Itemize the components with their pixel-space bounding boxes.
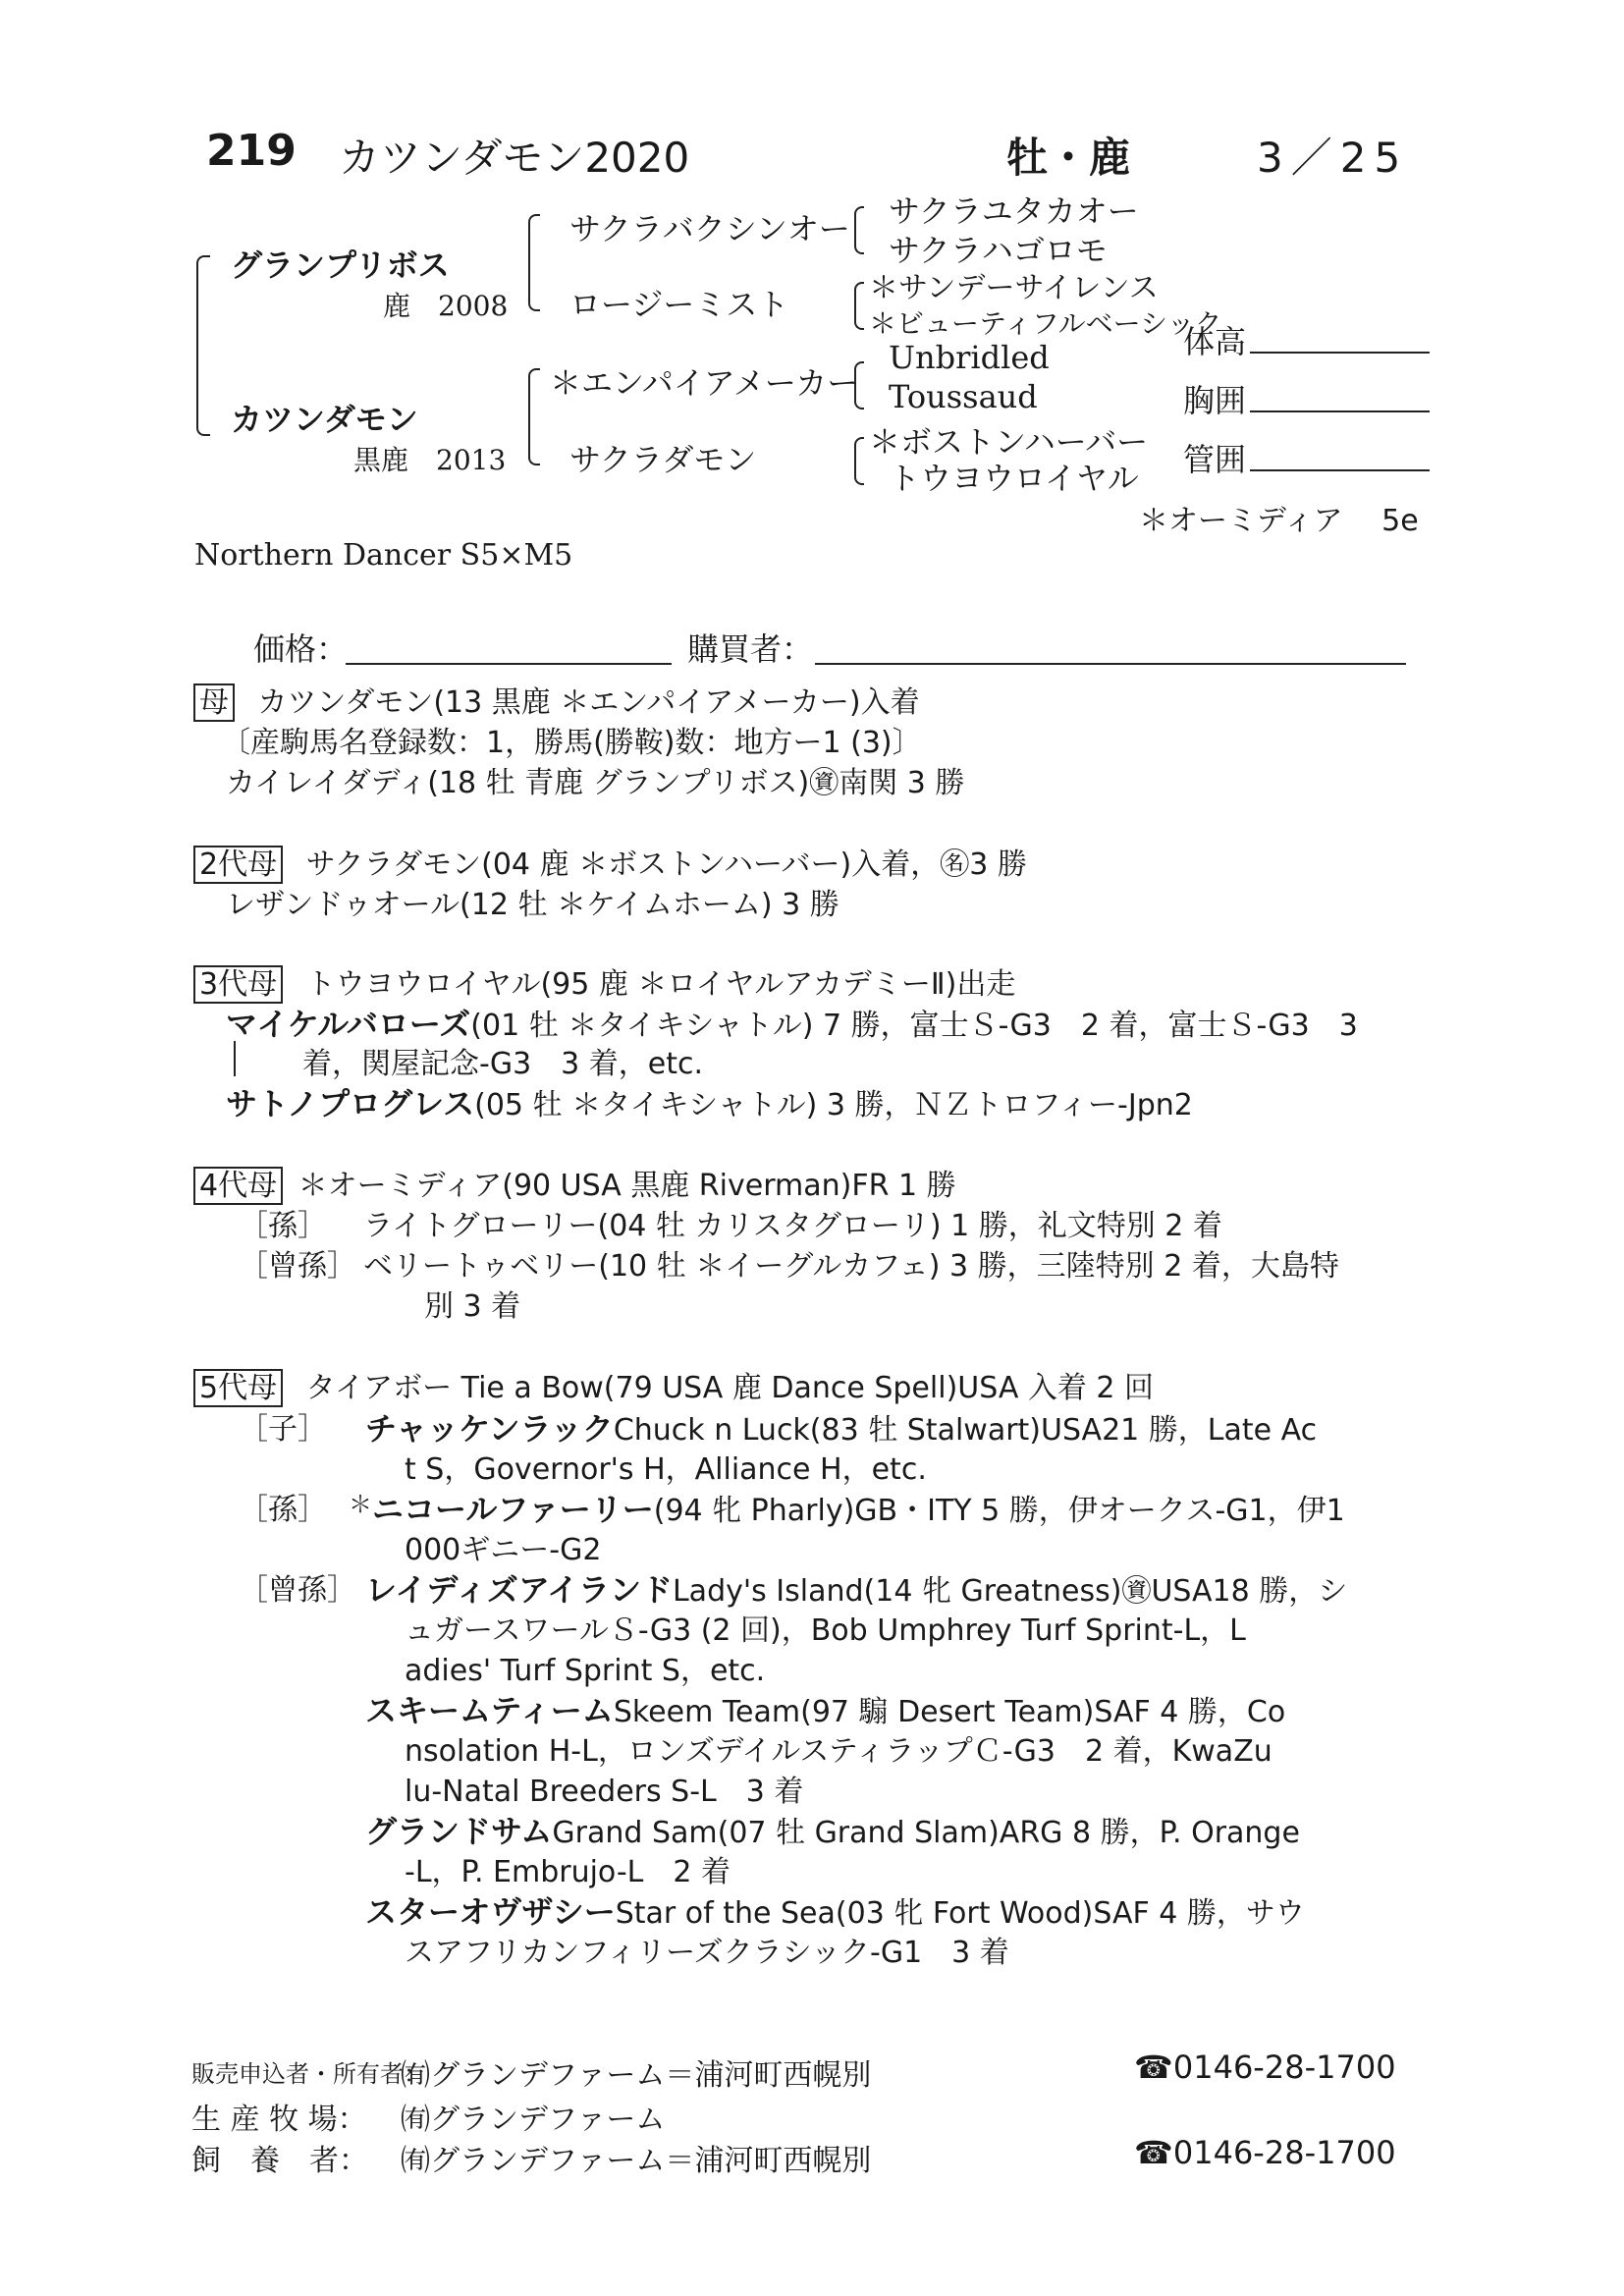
pedigree-bracket-ss (854, 206, 864, 254)
pedigree-bracket-dd (854, 437, 864, 485)
sire-name: グランプリボス (231, 246, 450, 284)
footer-label: 販売申込者・所有者： (191, 2060, 427, 2088)
section-label: 5代母 (193, 1369, 283, 1407)
sire-dam-sire: ＊サンデーサイレンス (869, 271, 1159, 305)
relation-label: ［曾孫］ (239, 1249, 356, 1284)
dam4-entry-cont: 別 3 着 (424, 1289, 521, 1324)
price-label: 価格： (253, 630, 349, 668)
dam5-entry-cont: スアフリカンフィリーズクラシック-G1 3 着 (405, 1936, 1009, 1970)
dam3-entry (226, 1079, 1193, 1124)
dam1-line-1: カツンダモン(13 黒鹿 ＊エンパイアメーカー)入着 (257, 685, 920, 720)
dam4-entry (363, 1201, 1222, 1244)
cannon-field[interactable] (1250, 469, 1430, 471)
entry-text: (04 牡 カリスタグローリ) 1 勝，礼文特別 2 着 (597, 1209, 1222, 1243)
continuation-bar (234, 1041, 236, 1076)
dam5-section (193, 1363, 1154, 1406)
dam-sire-dam: Toussaud (889, 378, 1038, 415)
sire-info: 鹿 2008 (383, 290, 509, 322)
sire-dam: ロージーミスト (569, 286, 789, 323)
horse-name: サトノプログレス (226, 1085, 475, 1122)
section-label: 3代母 (193, 965, 283, 1004)
horse-name: スターオヴザシー (365, 1893, 616, 1931)
horse-name: カツンダモン2020 (339, 134, 690, 182)
dam3-section (193, 959, 1015, 1003)
dam5-entry-cont: adies' Turf Sprint S，etc. (405, 1654, 766, 1688)
section-label: 母 (193, 683, 235, 722)
pedigree-bracket-main (196, 255, 210, 436)
entry-text: Chuck n Luck(83 牡 Stalwart)USA21 勝，Late Ac (613, 1413, 1318, 1448)
dam-info: 黒鹿 2013 (353, 444, 507, 476)
birthdate: 3／25 (1257, 134, 1409, 182)
dam-name: カツンダモン (231, 401, 418, 438)
dam5-entry (365, 1686, 1285, 1731)
entry-text: (10 牡 ＊イーグルカフェ) 3 勝，三陸特別 2 着，大島特 (598, 1249, 1339, 1284)
cannon-label: 管囲 (1183, 441, 1247, 478)
pedigree-bracket-sire (528, 214, 540, 311)
dam5-entry-cont: nsolation H-L，ロンズデイルスティラップＣ-G3 2 着，KwaZu (405, 1734, 1272, 1769)
dam5-entry (349, 1485, 1345, 1530)
entry-text: (94 牝 Pharly)GB・ITY 5 勝，伊オークス-G1，伊1 (653, 1494, 1345, 1528)
dam5-entry (365, 1404, 1317, 1449)
sex-color: 牡・鹿 (1006, 134, 1131, 182)
dam5-entry-cont: ュガースワールＳ-G3 (2 回)，Bob Umphrey Turf Sprint-L，L (405, 1613, 1246, 1648)
dam-dam-dam: トウヨウロイヤル (889, 460, 1139, 497)
dam3-head: トウヨウロイヤル(95 鹿 ＊ロイヤルアカデミーⅡ)出走 (305, 967, 1016, 1002)
entry-text: (05 牡 ＊タイキシャトル) 3 勝，ＮＺトロフィー-Jpn2 (474, 1088, 1193, 1122)
sire-sire-dam: サクラハゴロモ (889, 232, 1108, 269)
dam1-line-3: カイレイダディ(18 牡 青鹿 グランプリボス)㊮南関 3 勝 (226, 766, 965, 800)
horse-name: ベリートゥベリー (363, 1249, 599, 1284)
dam1-section (193, 678, 920, 721)
import-mark: ＊ (349, 1491, 372, 1518)
dam3-entry-cont: 着，関屋記念-G3 3 着，etc. (302, 1047, 704, 1081)
dam4-head: ＊オーミディア(90 USA 黒鹿 Riverman)FR 1 勝 (298, 1169, 956, 1203)
dam-dam-sire: ＊ボストンハーバー (869, 423, 1149, 461)
dam5-entry-cont: 000ギニー-G2 (405, 1533, 602, 1567)
footer-value: ㈲グランデファーム (401, 2103, 666, 2137)
pedigree-bracket-sd (854, 282, 864, 330)
dam2-line-1: サクラダモン(04 鹿 ＊ボストンハーバー)入着，㊔3 勝 (305, 847, 1027, 882)
dam2-section (193, 840, 1027, 883)
entry-text: Lady's Island(14 牝 Greatness)㊮USA18 勝，シ (672, 1574, 1348, 1609)
relation-label: ［子］ (239, 1412, 327, 1447)
footer-value: ㈲グランデファーム＝浦河町西幌別 (401, 2058, 872, 2093)
lot-number: 219 (206, 126, 297, 176)
section-label: 4代母 (193, 1167, 283, 1205)
dam5-entry-cont: lu-Natal Breeders S-L 3 着 (405, 1775, 804, 1809)
dam-sire-sire: Unbridled (889, 339, 1050, 376)
entry-text: Skeem Team(97 騸 Desert Team)SAF 4 勝，Co (613, 1695, 1286, 1729)
entry-text: (01 牡 ＊タイキシャトル) 7 勝，富士Ｓ-G3 2 着，富士Ｓ-G3 3 (470, 1009, 1358, 1043)
chest-field[interactable] (1250, 410, 1430, 412)
dam-dam: サクラダモン (569, 441, 757, 478)
entry-text: Grand Sam(07 牡 Grand Slam)ARG 8 勝，P. Orange (552, 1816, 1300, 1850)
horse-name: レイディズアイランド (365, 1571, 673, 1609)
pedigree-bracket-dam (528, 368, 540, 465)
relation-label: ［孫］ (239, 1493, 327, 1527)
footer-label: 生 産 牧 場： (191, 2103, 367, 2137)
section-label: 2代母 (193, 846, 283, 884)
sire-sire-sire: サクラユタカオー (889, 192, 1139, 230)
buyer-field[interactable] (815, 663, 1406, 665)
sire-dam-dam: ＊ビューティフルベーシック (869, 307, 1222, 340)
buyer-label: 購買者： (687, 630, 814, 668)
horse-name: ニコールファーリー (372, 1491, 654, 1528)
footer-phone: ☎0146-28-1700 (1134, 2134, 1396, 2171)
horse-name: スキームティーム (365, 1692, 614, 1729)
footer-label: 飼 養 者： (191, 2144, 368, 2178)
chest-label: 胸囲 (1183, 382, 1247, 419)
dam5-entry (365, 1807, 1300, 1852)
relation-label: ［孫］ (239, 1209, 327, 1243)
dam-sire: ＊エンパイアメーカー (550, 364, 859, 402)
height-label: 体高 (1183, 323, 1247, 360)
dam5-entry-cont: t S，Governor's H，Alliance H，etc. (405, 1452, 927, 1487)
horse-name: マイケルバローズ (226, 1006, 471, 1043)
dam4-entry (363, 1241, 1339, 1285)
dam5-entry-cont: -L，P. Embrujo-L 2 着 (405, 1855, 731, 1889)
relation-label: ［曾孫］ (239, 1573, 356, 1608)
family-number: ＊オーミディア 5e (1139, 504, 1419, 538)
dam2-line-2: レザンドゥオール(12 牡 ＊ケイムホーム) 3 勝 (226, 888, 839, 922)
dam5-entry (365, 1887, 1305, 1933)
entry-text: Star of the Sea(03 牝 Fort Wood)SAF 4 勝，サウ (615, 1896, 1305, 1931)
dam5-head: タイアボー Tie a Bow(79 USA 鹿 Dance Spell)USA 入着 2 回 (305, 1371, 1155, 1405)
footer-value: ㈲グランデファーム＝浦河町西幌別 (401, 2144, 872, 2178)
horse-name: グランドサム (365, 1813, 553, 1850)
height-field[interactable] (1250, 352, 1430, 354)
horse-name: チャッケンラック (365, 1410, 614, 1448)
dam1-line-2: 〔産駒馬名登録数：1，勝馬(勝鞍)数：地方ー1 (3)〕 (221, 726, 922, 760)
dam5-entry (365, 1565, 1347, 1611)
inbreeding: Northern Dancer S5×M5 (194, 538, 573, 573)
horse-name: ライトグローリー (363, 1209, 598, 1243)
dam4-section (193, 1161, 956, 1204)
footer-phone: ☎0146-28-1700 (1134, 2049, 1396, 2086)
price-field[interactable] (346, 663, 672, 665)
sire-sire: サクラバクシンオー (569, 210, 850, 247)
